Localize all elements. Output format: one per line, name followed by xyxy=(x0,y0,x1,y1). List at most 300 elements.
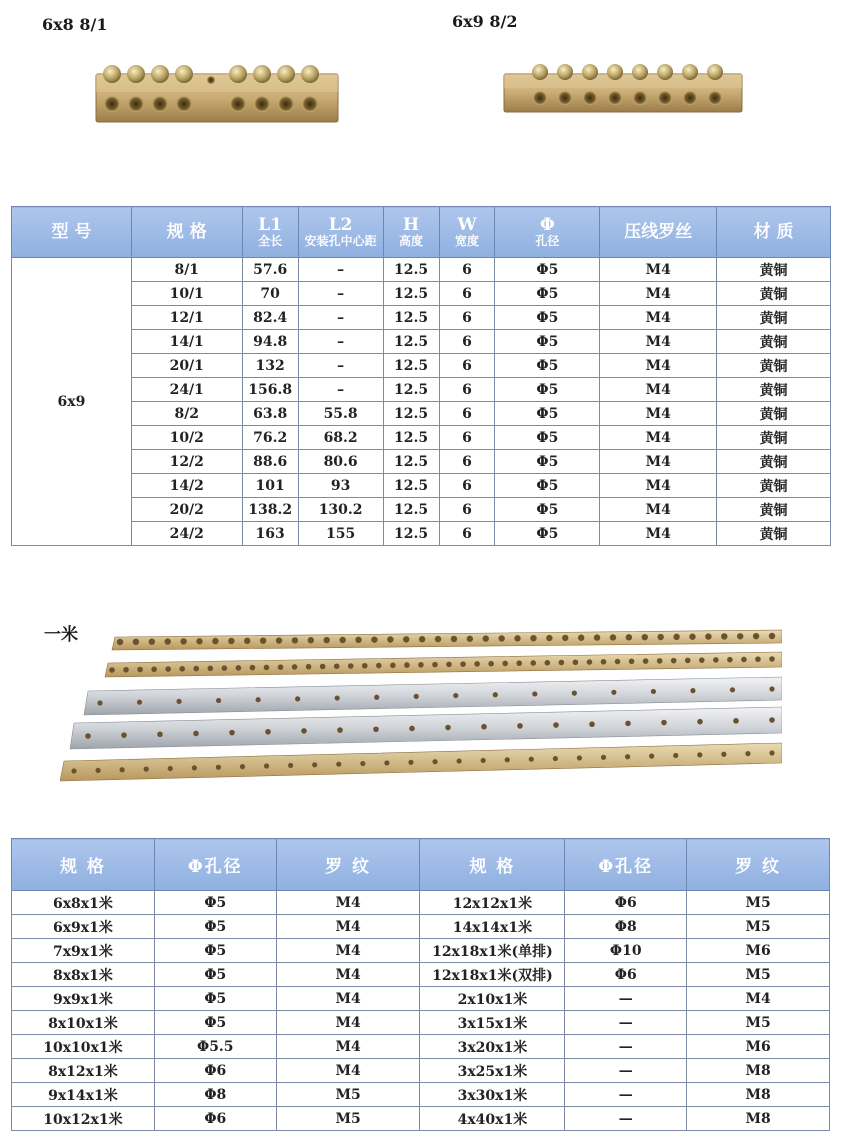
cell-phi: Φ5 xyxy=(495,330,600,354)
cell-l2: 80.6 xyxy=(298,450,383,474)
cell-material: 黄铜 xyxy=(717,426,831,450)
mounting-hole xyxy=(657,634,663,640)
header-spec-b: 规 格 xyxy=(420,839,565,891)
model-cell: 6x9 xyxy=(12,258,132,546)
mounting-hole xyxy=(517,723,523,729)
cell-thread-a: M4 xyxy=(276,891,420,915)
header-phi-b: Φ孔径 xyxy=(565,839,687,891)
mounting-hole xyxy=(387,636,393,642)
cell-l1: 57.6 xyxy=(242,258,298,282)
mounting-hole xyxy=(737,633,743,639)
mounting-hole xyxy=(502,661,508,667)
mounting-hole xyxy=(589,721,595,727)
mounting-hole xyxy=(451,636,457,642)
mounting-hole xyxy=(390,663,396,669)
mounting-hole xyxy=(755,656,761,662)
mounting-hole xyxy=(514,635,520,641)
mounting-hole xyxy=(95,768,100,773)
mounting-hole xyxy=(384,760,389,765)
mounting-hole xyxy=(553,756,558,761)
mounting-hole xyxy=(629,659,635,665)
mounting-hole xyxy=(445,725,451,731)
mounting-hole xyxy=(179,666,185,672)
table-row xyxy=(12,1107,830,1131)
cell-h: 12.5 xyxy=(383,498,439,522)
mounting-hole xyxy=(121,732,127,738)
mounting-hole xyxy=(546,635,552,641)
cell-phi: Φ5 xyxy=(495,378,600,402)
mounting-hole xyxy=(626,634,632,640)
mounting-hole xyxy=(264,665,270,671)
mounting-hole xyxy=(418,662,424,668)
cell-h: 12.5 xyxy=(383,282,439,306)
mounting-hole xyxy=(601,659,607,665)
table-row xyxy=(12,963,830,987)
cell-phi-a: Φ5 xyxy=(154,963,276,987)
header-thread-b: 罗 纹 xyxy=(687,839,830,891)
mounting-hole xyxy=(651,689,656,694)
terminal-bar-spec-table xyxy=(11,206,831,546)
mounting-hole xyxy=(769,633,775,639)
table-row xyxy=(12,450,831,474)
table-body xyxy=(12,891,830,1131)
cell-spec-b: 2x10x1米 xyxy=(420,987,565,1011)
table-row xyxy=(12,1059,830,1083)
cell-spec-b: 3x30x1米 xyxy=(420,1083,565,1107)
mounting-hole xyxy=(276,637,282,643)
cell-l1: 94.8 xyxy=(242,330,298,354)
cell-spec-a: 6x9x1米 xyxy=(12,915,155,939)
meter-bar-spec-table xyxy=(11,838,830,1131)
mounting-hole xyxy=(207,666,213,672)
table-header-row xyxy=(12,839,830,891)
cell-phi-b: — xyxy=(565,1107,687,1131)
mounting-hole xyxy=(530,635,536,641)
mounting-hole xyxy=(403,636,409,642)
mounting-hole xyxy=(157,732,163,738)
cell-thread-b: M4 xyxy=(687,987,830,1011)
mounting-hole xyxy=(673,634,679,640)
mounting-hole xyxy=(697,752,702,757)
cell-thread-a: M4 xyxy=(276,1035,420,1059)
cell-w: 6 xyxy=(439,426,495,450)
header-material: 材 质 xyxy=(717,207,831,258)
cell-h: 12.5 xyxy=(383,354,439,378)
cell-spec: 20/1 xyxy=(131,354,242,378)
mounting-hole xyxy=(193,666,199,672)
cell-l2: – xyxy=(298,258,383,282)
mounting-hole xyxy=(545,660,551,666)
cell-phi: Φ5 xyxy=(495,426,600,450)
mounting-hole xyxy=(432,759,437,764)
product-label-right: 6x9 8/2 xyxy=(452,12,518,31)
mounting-hole xyxy=(625,754,630,759)
cell-l1: 82.4 xyxy=(242,306,298,330)
mounting-hole xyxy=(117,639,123,645)
mounting-hole xyxy=(705,633,711,639)
mounting-hole xyxy=(149,639,155,645)
cell-l2: 155 xyxy=(298,522,383,546)
cell-h: 12.5 xyxy=(383,330,439,354)
mounting-hole xyxy=(109,667,115,673)
mounting-hole xyxy=(85,733,91,739)
cell-spec: 14/1 xyxy=(131,330,242,354)
mounting-hole xyxy=(769,750,774,755)
cell-spec-a: 8x10x1米 xyxy=(12,1011,155,1035)
cell-thread-a: M4 xyxy=(276,963,420,987)
cell-l1: 63.8 xyxy=(242,402,298,426)
cell-spec-b: 3x20x1米 xyxy=(420,1035,565,1059)
cell-thread-a: M5 xyxy=(276,1107,420,1131)
mounting-hole xyxy=(721,752,726,757)
mounting-hole xyxy=(529,757,534,762)
mounting-hole xyxy=(697,719,703,725)
cell-l2: 55.8 xyxy=(298,402,383,426)
cell-l2: 68.2 xyxy=(298,426,383,450)
cell-thread-b: M8 xyxy=(687,1083,830,1107)
mounting-hole xyxy=(250,665,256,671)
table-body xyxy=(12,258,831,546)
cell-spec-a: 8x8x1米 xyxy=(12,963,155,987)
mounting-hole xyxy=(611,690,616,695)
mounting-hole xyxy=(769,717,775,723)
mounting-hole xyxy=(306,664,312,670)
table-row xyxy=(12,498,831,522)
cell-spec-a: 9x9x1米 xyxy=(12,987,155,1011)
mounting-hole xyxy=(559,660,565,666)
mounting-hole xyxy=(562,635,568,641)
table-row xyxy=(12,1011,830,1035)
cell-thread-a: M4 xyxy=(276,1011,420,1035)
mounting-hole xyxy=(741,657,747,663)
table-row xyxy=(12,402,831,426)
cell-l2: – xyxy=(298,330,383,354)
cell-thread-b: M5 xyxy=(687,1011,830,1035)
table-row xyxy=(12,258,831,282)
cell-screw: M4 xyxy=(600,450,717,474)
cell-l2: – xyxy=(298,306,383,330)
mounting-hole xyxy=(457,758,462,763)
cell-w: 6 xyxy=(439,306,495,330)
mounting-hole xyxy=(228,638,234,644)
mounting-hole xyxy=(467,636,473,642)
cell-phi-b: Φ8 xyxy=(565,915,687,939)
cell-l1: 76.2 xyxy=(242,426,298,450)
mounting-hole xyxy=(460,661,466,667)
mounting-hole xyxy=(753,633,759,639)
cell-w: 6 xyxy=(439,498,495,522)
cell-phi: Φ5 xyxy=(495,258,600,282)
cell-phi-a: Φ6 xyxy=(154,1059,276,1083)
cell-phi-a: Φ5 xyxy=(154,987,276,1011)
cell-thread-a: M4 xyxy=(276,915,420,939)
mounting-hole xyxy=(168,766,173,771)
mounting-hole xyxy=(256,697,261,702)
cell-spec-b: 12x12x1米 xyxy=(420,891,565,915)
cell-spec: 12/2 xyxy=(131,450,242,474)
mounting-hole xyxy=(292,664,298,670)
cell-phi: Φ5 xyxy=(495,450,600,474)
mounting-hole xyxy=(553,722,559,728)
cell-phi-b: Φ6 xyxy=(565,963,687,987)
mounting-hole xyxy=(689,634,695,640)
mounting-hole xyxy=(673,753,678,758)
cell-spec-b: 4x40x1米 xyxy=(420,1107,565,1131)
cell-screw: M4 xyxy=(600,474,717,498)
terminal-bar-single-mount-image xyxy=(92,58,342,128)
mounting-hole xyxy=(690,688,695,693)
mounting-hole xyxy=(578,635,584,641)
mounting-hole xyxy=(373,726,379,732)
cell-l2: 130.2 xyxy=(298,498,383,522)
table-row xyxy=(12,1083,830,1107)
cell-material: 黄铜 xyxy=(717,498,831,522)
table-row xyxy=(12,1035,830,1059)
mounting-hole xyxy=(481,758,486,763)
mounting-hole xyxy=(120,767,125,772)
cell-phi: Φ5 xyxy=(495,282,600,306)
mounting-hole xyxy=(151,666,157,672)
cell-w: 6 xyxy=(439,402,495,426)
cell-thread-b: M8 xyxy=(687,1107,830,1131)
cell-screw: M4 xyxy=(600,354,717,378)
cell-w: 6 xyxy=(439,378,495,402)
mounting-hole xyxy=(601,755,606,760)
cell-screw: M4 xyxy=(600,498,717,522)
cell-spec-b: 12x18x1米(单排) xyxy=(420,939,565,963)
mounting-hole xyxy=(137,700,142,705)
cell-phi-b: — xyxy=(565,1059,687,1083)
cell-phi: Φ5 xyxy=(495,354,600,378)
cell-spec: 8/2 xyxy=(131,402,242,426)
cell-phi: Φ5 xyxy=(495,474,600,498)
cell-screw: M4 xyxy=(600,402,717,426)
mounting-hole xyxy=(336,762,341,767)
mounting-hole xyxy=(240,764,245,769)
cell-material: 黄铜 xyxy=(717,402,831,426)
mounting-hole xyxy=(409,726,415,732)
mounting-hole xyxy=(264,763,269,768)
mounting-hole xyxy=(594,634,600,640)
header-screw: 压线罗丝 xyxy=(600,207,717,258)
cell-phi-a: Φ5 xyxy=(154,939,276,963)
product-label-left: 6x8 8/1 xyxy=(42,15,108,34)
mounting-hole xyxy=(730,687,735,692)
cell-thread-b: M8 xyxy=(687,1059,830,1083)
cell-spec-b: 12x18x1米(双排) xyxy=(420,963,565,987)
cell-spec: 12/1 xyxy=(131,306,242,330)
cell-phi-a: Φ5 xyxy=(154,891,276,915)
mounting-hole xyxy=(165,638,171,644)
cell-spec-a: 6x8x1米 xyxy=(12,891,155,915)
mounting-hole xyxy=(498,635,504,641)
cell-screw: M4 xyxy=(600,522,717,546)
mounting-hole xyxy=(374,695,379,700)
meter-bars-image xyxy=(60,625,782,785)
cell-thread-b: M6 xyxy=(687,1035,830,1059)
cell-phi-b: Φ10 xyxy=(565,939,687,963)
cell-phi-b: — xyxy=(565,1035,687,1059)
header-l1: L1 全长 xyxy=(242,207,298,258)
cell-w: 6 xyxy=(439,258,495,282)
cell-spec: 24/1 xyxy=(131,378,242,402)
mounting-hole xyxy=(260,637,266,643)
mounting-hole xyxy=(610,634,616,640)
cell-h: 12.5 xyxy=(383,378,439,402)
mounting-hole xyxy=(339,637,345,643)
cell-h: 12.5 xyxy=(383,306,439,330)
cell-spec-b: 14x14x1米 xyxy=(420,915,565,939)
cell-w: 6 xyxy=(439,474,495,498)
mounting-hole xyxy=(320,664,326,670)
cell-spec: 14/2 xyxy=(131,474,242,498)
mounting-hole xyxy=(408,760,413,765)
mounting-hole xyxy=(176,699,181,704)
cell-material: 黄铜 xyxy=(717,474,831,498)
mounting-hole xyxy=(572,691,577,696)
mounting-hole xyxy=(483,635,489,641)
cell-phi-a: Φ5.5 xyxy=(154,1035,276,1059)
cell-spec: 24/2 xyxy=(131,522,242,546)
cell-spec: 10/1 xyxy=(131,282,242,306)
mounting-hole xyxy=(453,693,458,698)
mounting-hole xyxy=(481,724,487,730)
mounting-hole xyxy=(661,720,667,726)
mounting-hole xyxy=(432,662,438,668)
mounting-hole xyxy=(192,765,197,770)
mounting-hole xyxy=(144,767,149,772)
mounting-hole xyxy=(643,658,649,664)
cell-phi: Φ5 xyxy=(495,498,600,522)
mounting-hole xyxy=(532,691,537,696)
mounting-hole xyxy=(505,757,510,762)
cell-l2: 93 xyxy=(298,474,383,498)
cell-thread-a: M4 xyxy=(276,1059,420,1083)
mounting-hole xyxy=(493,692,498,697)
table-row xyxy=(12,426,831,450)
cell-spec-b: 3x25x1米 xyxy=(420,1059,565,1083)
table-header-row xyxy=(12,207,831,258)
mounting-hole xyxy=(362,663,368,669)
mounting-hole xyxy=(355,637,361,643)
mounting-hole xyxy=(324,637,330,643)
header-spec-a: 规 格 xyxy=(12,839,155,891)
cell-h: 12.5 xyxy=(383,426,439,450)
mounting-hole xyxy=(212,638,218,644)
cell-material: 黄铜 xyxy=(717,258,831,282)
cell-l2: – xyxy=(298,354,383,378)
cell-h: 12.5 xyxy=(383,522,439,546)
cell-l2: – xyxy=(298,282,383,306)
mounting-hole xyxy=(216,765,221,770)
mounting-hole xyxy=(404,662,410,668)
table-row xyxy=(12,987,830,1011)
mounting-hole xyxy=(530,660,536,666)
cell-screw: M4 xyxy=(600,282,717,306)
cell-thread-a: M5 xyxy=(276,1083,420,1107)
mounting-hole xyxy=(414,694,419,699)
table-row xyxy=(12,306,831,330)
meter-section-label: 一米 xyxy=(44,625,78,645)
mounting-hole xyxy=(229,730,235,736)
mounting-hole xyxy=(165,666,171,672)
mounting-hole xyxy=(196,638,202,644)
mounting-hole xyxy=(474,661,480,667)
mounting-hole xyxy=(577,755,582,760)
table-row xyxy=(12,378,831,402)
cell-l1: 156.8 xyxy=(242,378,298,402)
mounting-hole xyxy=(419,636,425,642)
table-row xyxy=(12,939,830,963)
table-row xyxy=(12,915,830,939)
cell-spec-b: 3x15x1米 xyxy=(420,1011,565,1035)
cell-phi-a: Φ5 xyxy=(154,1011,276,1035)
cell-l1: 132 xyxy=(242,354,298,378)
cell-phi-a: Φ5 xyxy=(154,915,276,939)
cell-h: 12.5 xyxy=(383,474,439,498)
cell-screw: M4 xyxy=(600,258,717,282)
header-model: 型 号 xyxy=(12,207,132,258)
mounting-hole xyxy=(360,761,365,766)
cell-spec-a: 9x14x1米 xyxy=(12,1083,155,1107)
cell-screw: M4 xyxy=(600,378,717,402)
cell-thread-b: M5 xyxy=(687,915,830,939)
cell-material: 黄铜 xyxy=(717,522,831,546)
table-row xyxy=(12,522,831,546)
mounting-hole xyxy=(625,721,631,727)
mounting-hole xyxy=(123,667,129,673)
cell-h: 12.5 xyxy=(383,450,439,474)
cell-l1: 163 xyxy=(242,522,298,546)
mounting-hole xyxy=(133,639,139,645)
mounting-hole xyxy=(446,662,452,668)
cell-phi-a: Φ8 xyxy=(154,1083,276,1107)
mounting-hole xyxy=(295,696,300,701)
mounting-hole xyxy=(435,636,441,642)
mounting-hole xyxy=(713,657,719,663)
mounting-hole xyxy=(488,661,494,667)
table-row xyxy=(12,474,831,498)
mounting-hole xyxy=(265,729,271,735)
cell-material: 黄铜 xyxy=(717,378,831,402)
cell-material: 黄铜 xyxy=(717,354,831,378)
mounting-hole xyxy=(685,658,691,664)
cell-w: 6 xyxy=(439,282,495,306)
mounting-hole xyxy=(244,638,250,644)
mounting-hole xyxy=(278,664,284,670)
mounting-hole xyxy=(308,637,314,643)
mounting-hole xyxy=(312,762,317,767)
cell-thread-a: M4 xyxy=(276,987,420,1011)
mounting-hole xyxy=(573,659,579,665)
cell-l1: 138.2 xyxy=(242,498,298,522)
mounting-hole xyxy=(745,751,750,756)
terminal-bar-double-mount-image xyxy=(500,58,750,118)
mounting-hole xyxy=(222,665,228,671)
mounting-hole xyxy=(337,727,343,733)
mounting-hole xyxy=(769,686,774,691)
cell-thread-b: M5 xyxy=(687,891,830,915)
cell-thread-a: M4 xyxy=(276,939,420,963)
table-row xyxy=(12,354,831,378)
cell-phi: Φ5 xyxy=(495,522,600,546)
cell-spec: 8/1 xyxy=(131,258,242,282)
cell-screw: M4 xyxy=(600,306,717,330)
header-l2: L2 安装孔中心距 xyxy=(298,207,383,258)
mounting-hole xyxy=(137,667,143,673)
mounting-hole xyxy=(721,633,727,639)
mounting-hole xyxy=(288,763,293,768)
